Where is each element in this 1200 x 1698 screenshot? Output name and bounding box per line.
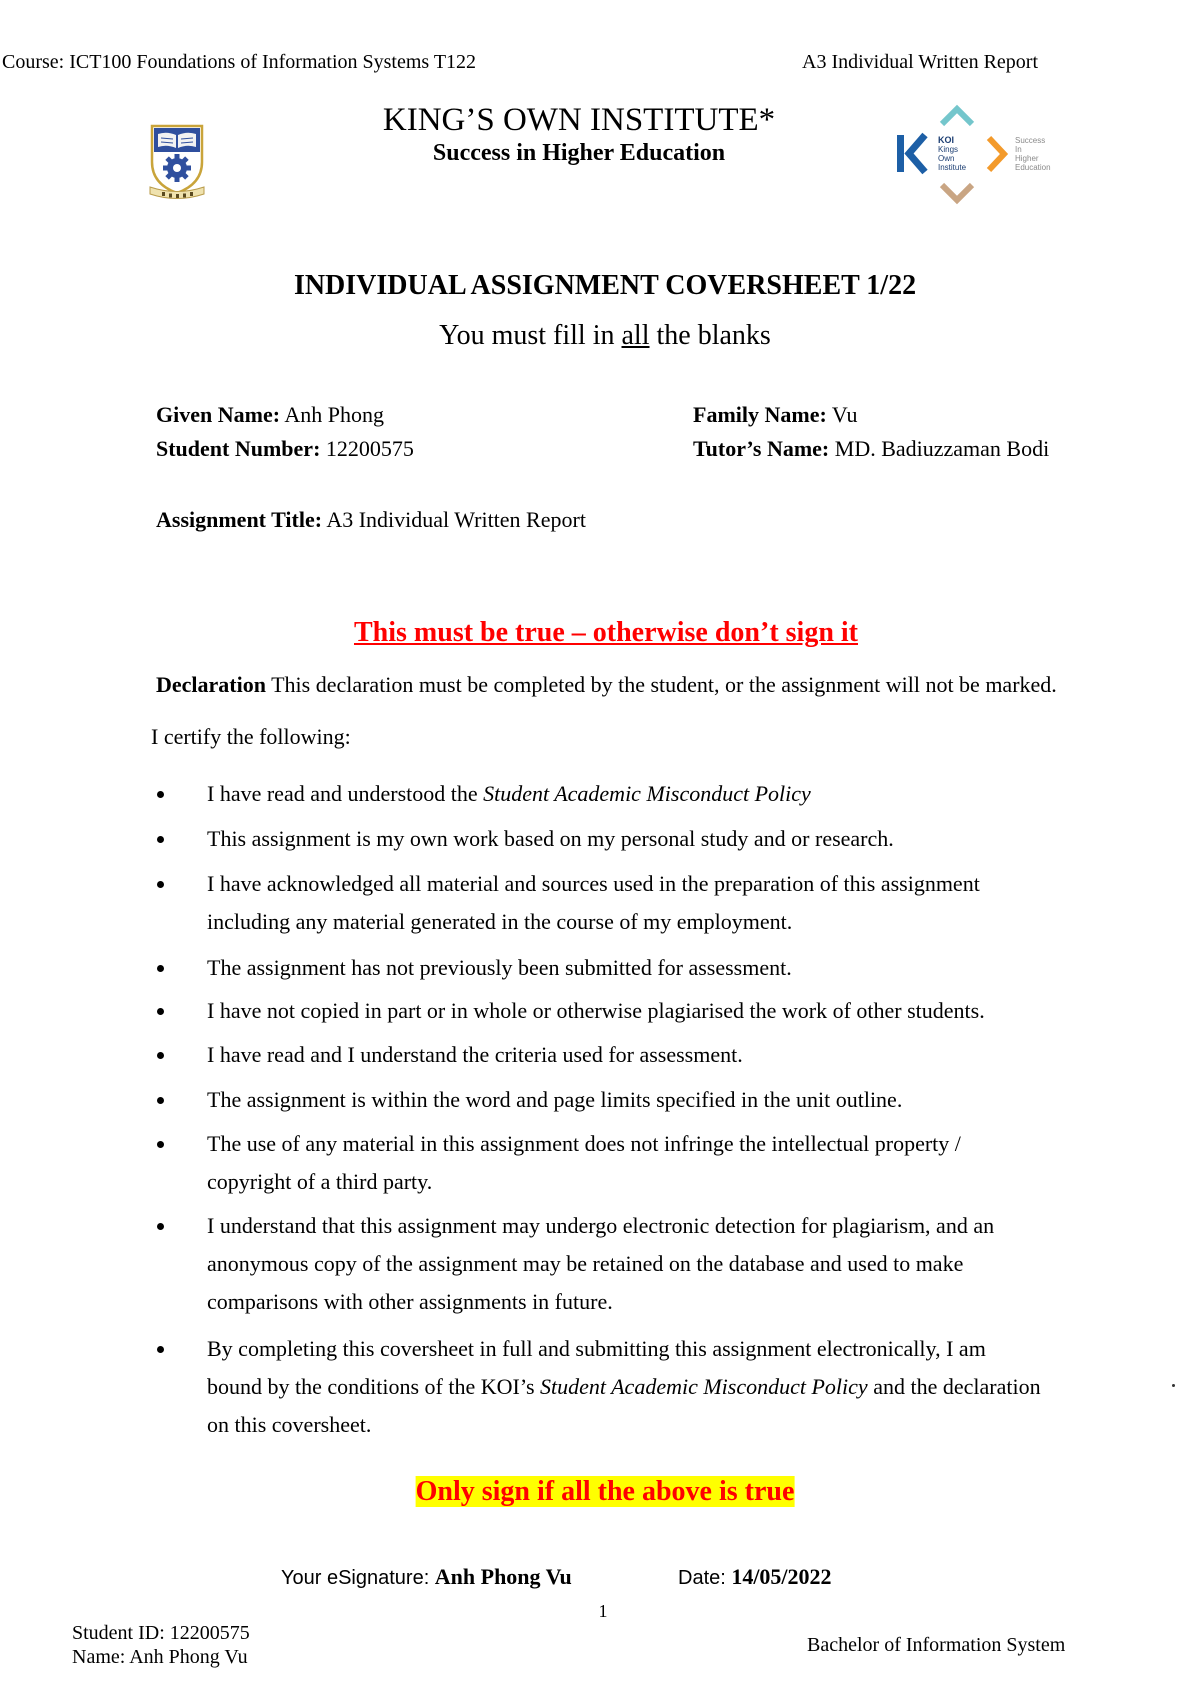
page-number: 1 <box>598 1601 608 1621</box>
declaration-paragraph <box>156 672 1057 698</box>
bullet-dot <box>157 1223 164 1230</box>
esignature-value: Anh Phong Vu <box>434 1564 572 1589</box>
bullet-line: anonymous copy of the assignment may be retained on the database and used to make <box>207 1251 964 1276</box>
koi-top-chevron <box>942 109 972 124</box>
bullet-line: copyright of a third party. <box>207 1169 433 1194</box>
footer-degree: Bachelor of Information System <box>807 1634 1066 1656</box>
certify-intro: I certify the following: <box>151 724 351 749</box>
stray-dot <box>1172 1384 1175 1387</box>
esignature-label: Your eSignature: <box>281 1567 430 1589</box>
given-name-value: Anh Phong <box>284 402 384 427</box>
footer-name: Name: Anh Phong Vu <box>72 1646 248 1668</box>
bullet-dot <box>157 1141 164 1148</box>
bullet-line: comparisons with other assignments in future. <box>207 1289 613 1314</box>
bullet-line: I have read and I understand the criteria used for assessment. <box>207 1042 743 1067</box>
bullet-text: bound by the conditions of the KOI’s <box>207 1374 541 1399</box>
date-field <box>678 1564 832 1591</box>
assignment-title-field <box>156 507 586 533</box>
koi-tagline-line: Education <box>1015 163 1051 172</box>
koi-right-chevron <box>989 138 1004 170</box>
policy-name: Student Academic Misconduct Policy <box>483 781 811 806</box>
koi-bottom-chevron <box>942 185 972 200</box>
student-number-value: 12200575 <box>325 436 414 461</box>
bullet-line: The use of any material in this assignment does not infringe the intellectual property / <box>207 1131 961 1156</box>
family-name-label: Family Name: <box>693 402 827 427</box>
declaration-text: This declaration must be completed by the student, or the assignment will not be marked. <box>271 672 1057 697</box>
fill-instruction-before: You must fill in <box>439 320 615 351</box>
declaration-bullet <box>156 992 985 1030</box>
header-report-title: A3 Individual Written Report <box>802 51 1039 73</box>
bullet-dot <box>157 965 164 972</box>
declaration-bullet <box>156 949 792 987</box>
koi-name-line: Institute <box>938 163 967 172</box>
header-course: Course: ICT100 Foundations of Information Systems T122 <box>2 51 477 73</box>
assignment-title-value: A3 Individual Written Report <box>326 507 586 532</box>
koi-tagline-line: Higher <box>1015 154 1039 163</box>
bullet-dot <box>157 1097 164 1104</box>
family-name-field <box>693 402 857 428</box>
bullet-line: This assignment is my own work based on my personal study and or research. <box>207 826 894 851</box>
policy-name: Student Academic Misconduct Policy <box>540 1374 868 1399</box>
koi-name-line: Kings <box>938 145 959 154</box>
declaration-bullet <box>156 865 980 941</box>
truth-warning: This must be true – otherwise don’t sign it <box>353 617 859 648</box>
fill-instruction-after: the blanks <box>656 320 771 351</box>
koi-name-line: Own <box>938 154 955 163</box>
given-name-label: Given Name: <box>156 402 281 427</box>
family-name-value: Vu <box>831 402 858 427</box>
bullet-line <box>207 1368 1041 1406</box>
bullet-line: I have acknowledged all material and sources used in the preparation of this assignment <box>207 871 980 896</box>
bullet-dot <box>157 881 164 888</box>
student-number-label: Student Number: <box>156 436 321 461</box>
bullet-dot <box>157 836 164 843</box>
bullet-line: The assignment is within the word and page limits specified in the unit outline. <box>207 1087 903 1112</box>
institute-crest-logo <box>147 122 207 203</box>
koi-k-bar <box>897 135 904 172</box>
institute-name: KING’S OWN INSTITUTE* <box>382 102 776 138</box>
bullet-line: including any material generated in the course of my employment. <box>207 909 793 934</box>
bullet-dot <box>157 1008 164 1015</box>
institute-tagline: Success in Higher Education <box>432 140 726 166</box>
koi-tagline-line: Success <box>1015 136 1046 145</box>
declaration-bullet <box>156 1330 1041 1444</box>
tutor-name-field <box>693 436 1049 462</box>
date-label: Date: <box>678 1567 726 1589</box>
coversheet-title: INDIVIDUAL ASSIGNMENT COVERSHEET 1/22 <box>293 270 917 301</box>
bullet-text: and the declaration <box>867 1374 1041 1399</box>
bullet-dot <box>157 791 164 798</box>
declaration-bullet <box>156 1207 994 1321</box>
bullet-dot <box>157 1052 164 1059</box>
koi-logo <box>892 102 1062 206</box>
koi-tagline-line: In <box>1015 145 1022 154</box>
date-value: 14/05/2022 <box>731 1564 832 1589</box>
footer-student-id: Student ID: 12200575 <box>72 1622 250 1644</box>
assignment-title-label: Assignment Title: <box>156 507 323 532</box>
bullet-line <box>207 775 811 813</box>
crest-gear-icon <box>163 154 191 182</box>
bullet-line: The assignment has not previously been submitted for assessment. <box>207 955 792 980</box>
declaration-bullet <box>156 775 811 813</box>
tutor-name-label: Tutor’s Name: <box>693 436 830 461</box>
sign-notice <box>416 1476 795 1508</box>
koi-k-chevron <box>909 135 925 172</box>
bullet-line: I have not copied in part or in whole or otherwise plagiarised the work of other students. <box>207 998 985 1023</box>
student-number-field <box>156 436 414 462</box>
declaration-bullet <box>156 1036 743 1074</box>
declaration-bullet <box>156 820 894 858</box>
tutor-name-value: MD. Badiuzzaman Bodi <box>834 436 1050 461</box>
declaration-bullet <box>156 1125 961 1201</box>
bullet-line: on this coversheet. <box>207 1412 372 1437</box>
bullet-line: I understand that this assignment may undergo electronic detection for plagiarism, and an <box>207 1213 995 1238</box>
declaration-bullet <box>156 1081 902 1119</box>
fill-instruction-emphasis: all <box>621 320 650 351</box>
bullet-text: I have read and understood the <box>207 781 484 806</box>
bullet-dot <box>157 1346 164 1353</box>
declaration-label: Declaration <box>156 672 266 697</box>
given-name-field <box>156 402 384 428</box>
bullet-line: By completing this coversheet in full and submitting this assignment electronically, I am <box>207 1336 986 1361</box>
sign-notice-text: Only sign if all the above is true <box>415 1476 795 1507</box>
esignature-field <box>281 1564 572 1591</box>
koi-abbr: KOI <box>938 135 955 145</box>
fill-instruction <box>439 320 771 352</box>
